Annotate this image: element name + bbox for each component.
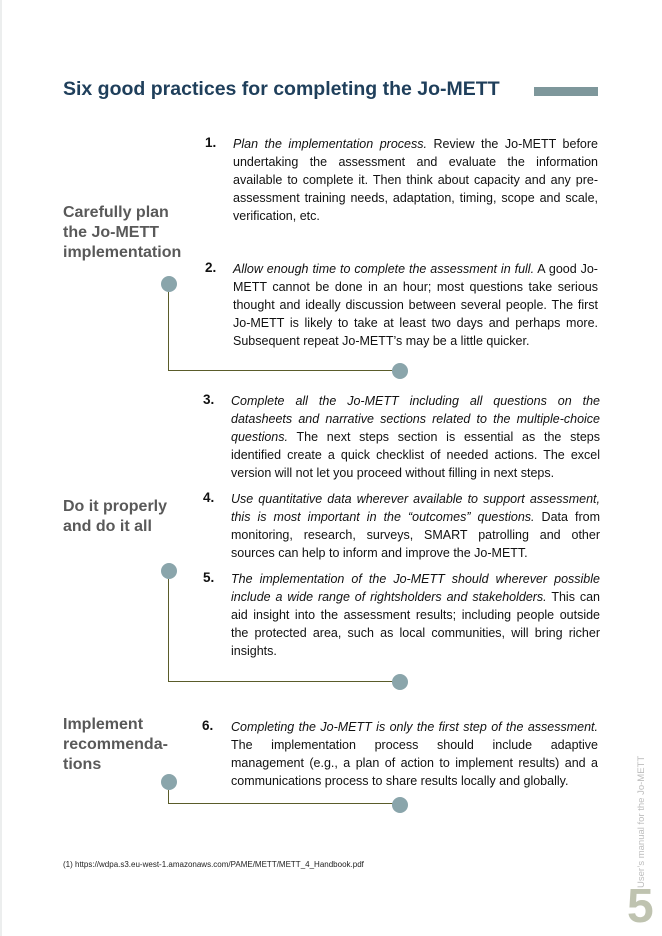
connector-start-dot-3 bbox=[161, 774, 177, 790]
page-title: Six good practices for completing the Jo-METT bbox=[63, 78, 500, 100]
practice-item-6 bbox=[231, 718, 598, 790]
connector-horizontal-1 bbox=[168, 370, 394, 371]
item-lead-6: Completing the Jo-METT is only the first step of the assessment. bbox=[231, 720, 598, 734]
connector-horizontal-3 bbox=[168, 803, 394, 804]
page-number: 5 bbox=[627, 880, 654, 933]
item-number-6: 6. bbox=[202, 718, 214, 733]
practice-item-1 bbox=[233, 135, 598, 225]
section-label-proper: Do it properly and do it all bbox=[63, 498, 168, 535]
item-body-5: This can aid insight into the assessment results; including people outside the protected area, such as local communities, will bring richer insights. bbox=[231, 590, 600, 658]
section-label-plan: Carefully plan the Jo-METT implementation bbox=[63, 204, 182, 261]
connector-start-dot-1 bbox=[161, 276, 177, 292]
title-accent-bar bbox=[534, 87, 598, 96]
item-number-5: 5. bbox=[203, 570, 215, 585]
item-number-4: 4. bbox=[203, 490, 215, 505]
item-lead-3: Complete all the Jo-METT including all questions on the datasheets and narrative sections related to the multiple-choice questions. bbox=[231, 394, 600, 444]
item-body-4: Data from monitoring, research, surveys, SMART patrolling and other sources can help to inform and improve the Jo-METT. bbox=[231, 510, 600, 560]
item-body-2: A good Jo-METT cannot be done in an hour; most questions take serious thought and ideally discussion between several people. The first Jo-METT is likely to take at least two days and perhaps more. Subsequent repeat Jo-METT’s may be a little quicker. bbox=[233, 262, 598, 348]
item-number-3: 3. bbox=[203, 392, 215, 407]
item-number-1: 1. bbox=[205, 135, 217, 150]
practice-item-4 bbox=[231, 490, 600, 562]
page-edge bbox=[0, 0, 2, 936]
footnote: (1) https://wdpa.s3.eu-west-1.amazonaws.com/PAME/METT/METT_4_Handbook.pdf bbox=[63, 860, 364, 869]
practice-item-5 bbox=[231, 570, 600, 660]
connector-vertical-3 bbox=[168, 790, 169, 804]
practice-item-2 bbox=[233, 260, 598, 350]
connector-start-dot-2 bbox=[161, 563, 177, 579]
item-number-2: 2. bbox=[205, 260, 217, 275]
item-body-6: The implementation process should include adaptive management (e.g., a plan of action to implement results) and a communications process to share results locally and globally. bbox=[231, 738, 598, 788]
connector-end-dot-1 bbox=[392, 363, 408, 379]
side-running-title: User’s manual for the Jo-METT bbox=[636, 755, 647, 888]
item-lead-1: Plan the implementation process. bbox=[233, 137, 427, 151]
practice-item-3 bbox=[231, 392, 600, 482]
connector-end-dot-2 bbox=[392, 674, 408, 690]
connector-horizontal-2 bbox=[168, 681, 394, 682]
connector-end-dot-3 bbox=[392, 797, 408, 813]
section-label-implement: Implement recommenda- tions bbox=[63, 716, 168, 773]
item-lead-2: Allow enough time to complete the assessment in full. bbox=[233, 262, 535, 276]
connector-vertical-1 bbox=[168, 292, 169, 371]
item-lead-4: Use quantitative data wherever available to support assessment, this is most important in the “outcomes” questions. bbox=[231, 492, 600, 524]
item-lead-5: The implementation of the Jo-METT should wherever possible include a wide range of rightsholders and stakeholders. bbox=[231, 572, 600, 604]
connector-vertical-2 bbox=[168, 579, 169, 682]
item-body-3: The next steps section is essential as the steps identified create a quick checklist of needed actions. The excel version will not let you proceed without filling in next steps. bbox=[231, 430, 600, 480]
item-body-1: Review the Jo-METT before undertaking the assessment and evaluate the information available to complete it. Then think about capacity and any pre-assessment training needs, adaptation, timing, scope and scale, verification, etc. bbox=[233, 137, 599, 223]
